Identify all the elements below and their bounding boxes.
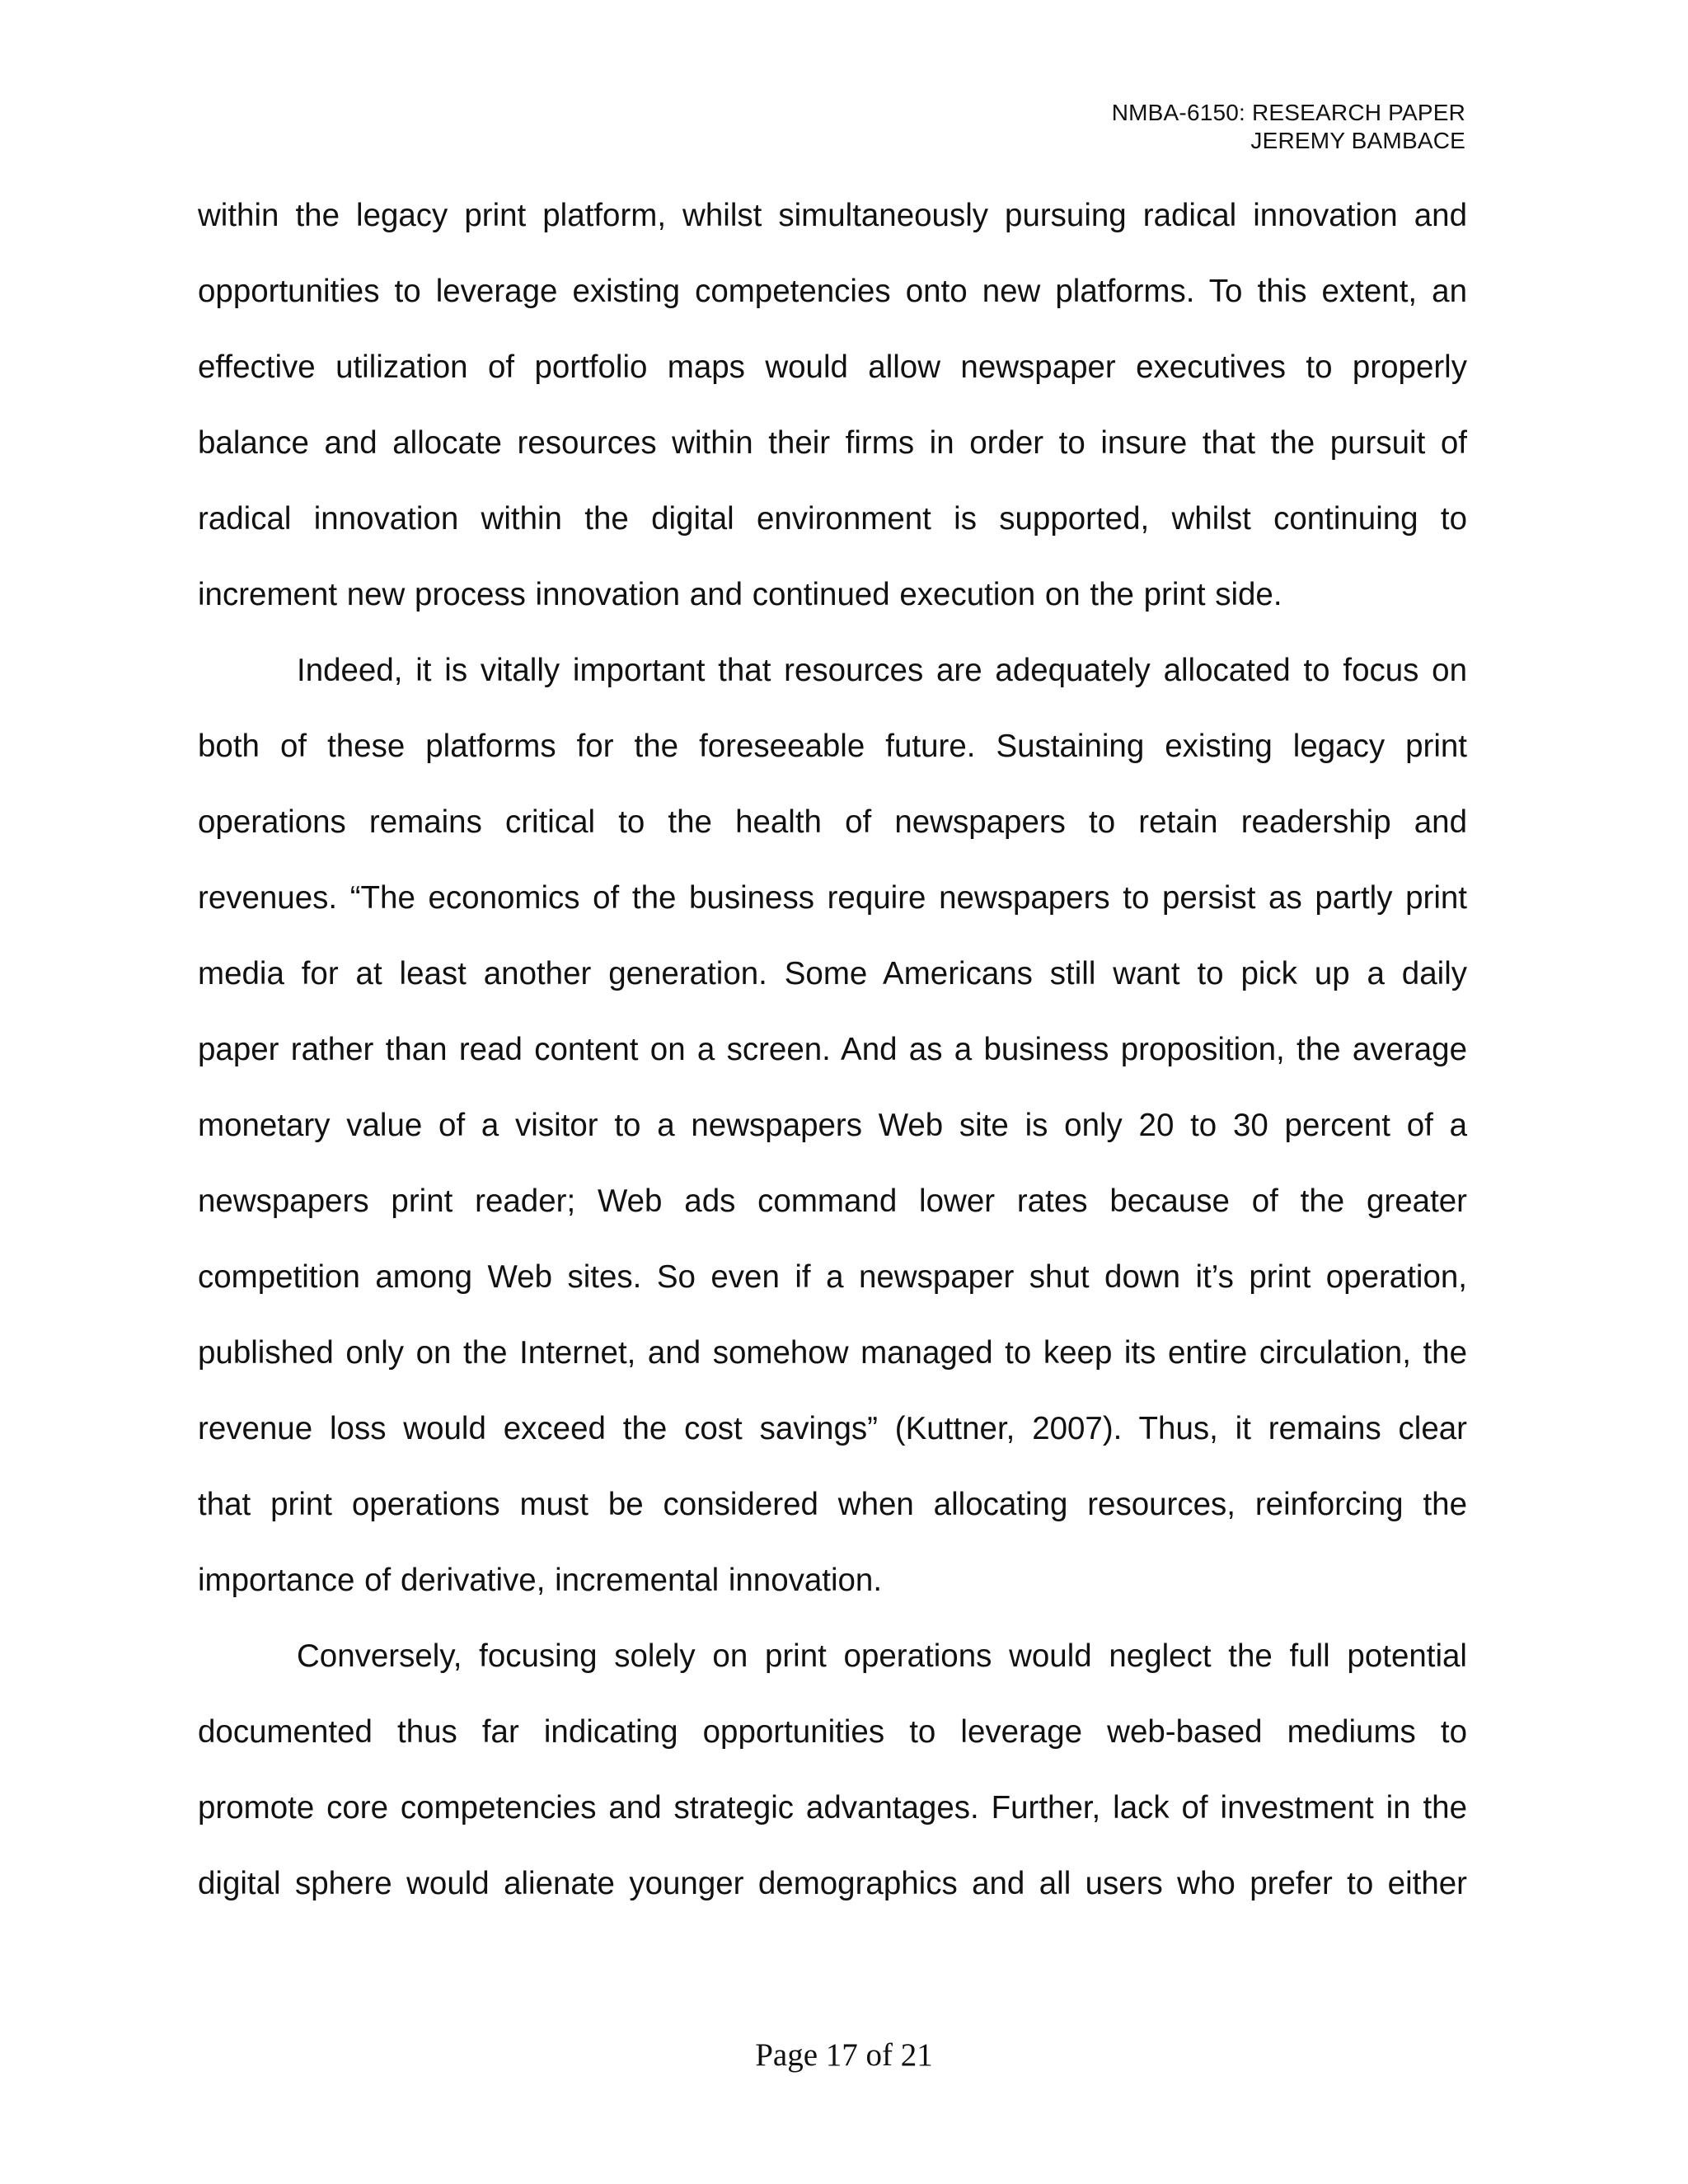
text-line: Indeed, it is vitally important that resources are adequately allocated to focus on xyxy=(297,653,1467,688)
text-line: monetary value of a visitor to a newspapers Web site is only 20 to 30 percent of a xyxy=(198,1108,1467,1143)
text-line: revenues. “The economics of the business require newspapers to persist as partly print xyxy=(198,880,1467,916)
text-line: competition among Web sites. So even if a newspaper shut down it’s print operation, xyxy=(198,1259,1467,1295)
text-line: paper rather than read content on a screen. And as a business proposition, the average xyxy=(198,1032,1467,1067)
text-line: digital sphere would alienate younger demographics and all users who prefer to either xyxy=(198,1866,1467,1901)
text-line: effective utilization of portfolio maps would allow newspaper executives to properly xyxy=(198,349,1467,385)
text-line: increment new process innovation and continued execution on the print side. xyxy=(198,577,1282,612)
text-line: media for at least another generation. Some Americans still want to pick up a daily xyxy=(198,956,1467,991)
text-line: revenue loss would exceed the cost savings” (Kuttner, 2007). Thus, it remains clear xyxy=(198,1411,1467,1446)
text-line: opportunities to leverage existing competencies onto new platforms. To this extent, an xyxy=(198,274,1467,309)
text-line: that print operations must be considered when allocating resources, reinforcing the xyxy=(198,1487,1467,1522)
text-line: promote core competencies and strategic advantages. Further, lack of investment in the xyxy=(198,1790,1467,1825)
text-line: Conversely, focusing solely on print operations would neglect the full potential xyxy=(297,1638,1467,1674)
text-line: radical innovation within the digital environment is supported, whilst continuing to xyxy=(198,501,1467,537)
page-number: Page 17 of 21 xyxy=(755,2037,933,2073)
text-line: documented thus far indicating opportunities to leverage web-based mediums to xyxy=(198,1714,1467,1750)
text-line: both of these platforms for the foreseeable future. Sustaining existing legacy print xyxy=(198,729,1467,764)
text-line: operations remains critical to the health of newspapers to retain readership and xyxy=(198,804,1467,840)
text-line: importance of derivative, incremental innovation. xyxy=(198,1563,883,1598)
running-header xyxy=(1112,99,1465,155)
body-text xyxy=(198,196,1467,1940)
text-line: newspapers print reader; Web ads command lower rates because of the greater xyxy=(198,1183,1467,1219)
text-line: published only on the Internet, and somehow managed to keep its entire circulation, the xyxy=(198,1335,1467,1371)
text-line: within the legacy print platform, whilst simultaneously pursuing radical innovation and xyxy=(198,198,1467,233)
text-line: balance and allocate resources within their firms in order to insure that the pursuit of xyxy=(198,425,1467,461)
header-course: NMBA-6150: RESEARCH PAPER xyxy=(1111,100,1465,125)
header-author: JEREMY BAMBACE xyxy=(1250,128,1465,153)
